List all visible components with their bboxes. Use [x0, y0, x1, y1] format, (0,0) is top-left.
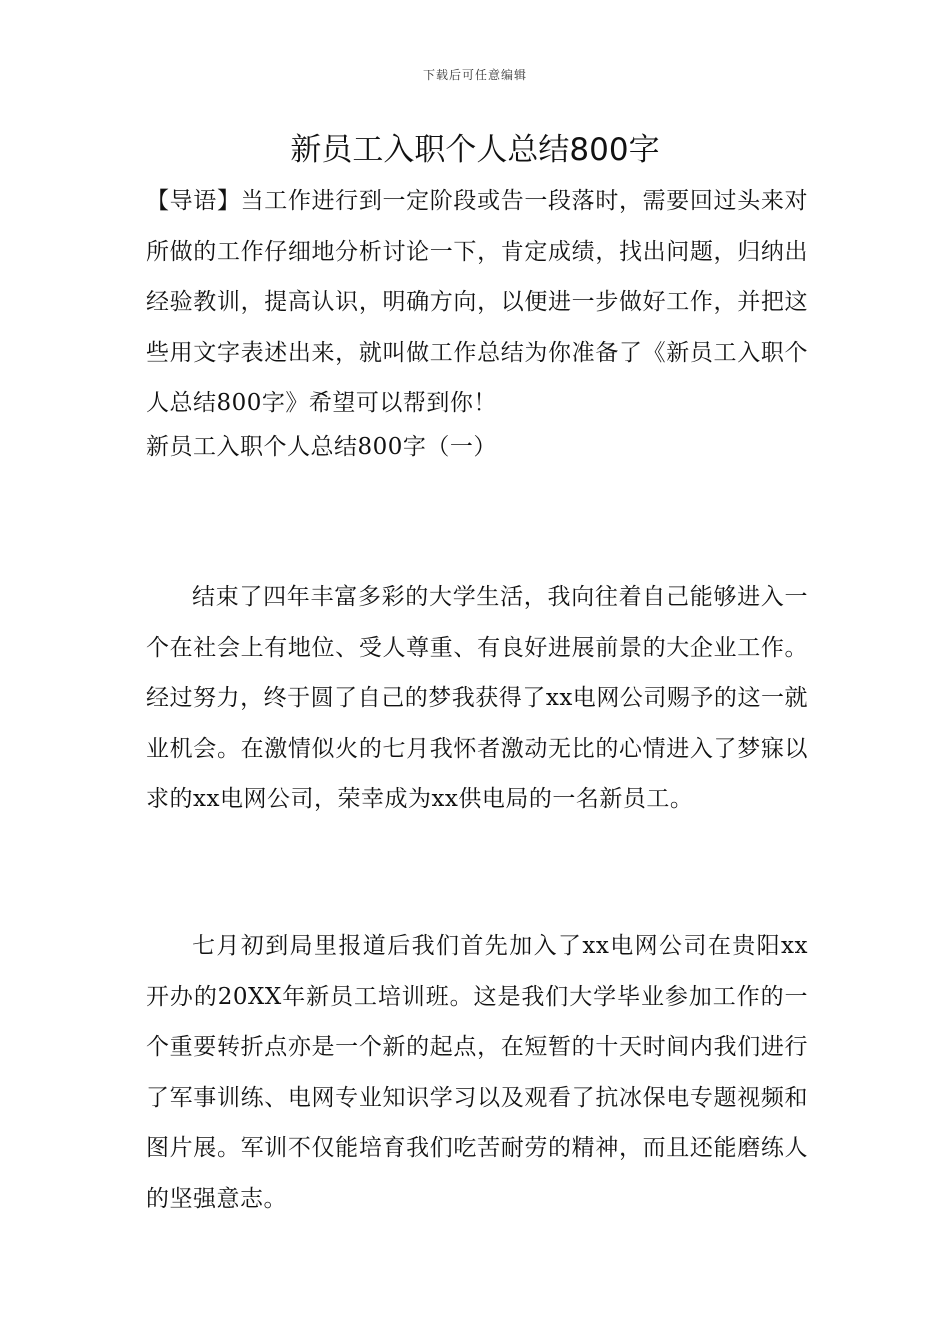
document-title: 新员工入职个人总结800字: [290, 132, 660, 168]
header-note: 下载后可任意编辑: [422, 68, 527, 82]
intro-paragraph: 【导语】当工作进行到一定阶段或告一段落时，需要回过头来对所做的工作仔细地分析讨论一下，肯定成绩，找出问题，归纳出经验教训，提高认识，明确方向，以便进一步做好工作，并把这些用文字表述出来，就叫做工作总结为你准备了《新员工入职个人总结800字》希望可以帮到你！: [146, 188, 808, 416]
body-paragraph: 七月初到局里报道后我们首先加入了xx电网公司在贵阳xx开办的20XX年新员工培训班。这是我们大学毕业参加工作的一个重要转折点亦是一个新的起点，在短暂的十天时间内我们进行了军事训练、电网专业知识学习以及观看了抗冰保电专题视频和图片展。军训不仅能培育我们吃苦耐劳的精神，而且还能磨练人的坚强意志。: [146, 933, 808, 1212]
body-paragraph: 结束了四年丰富多彩的大学生活，我向往着自己能够进入一个在社会上有地位、受人尊重、有良好进展前景的大企业工作。经过努力，终于圆了自己的梦我获得了xx电网公司赐予的这一就业机会。在激情似火的七月我怀者激动无比的心情进入了梦寐以求的xx电网公司，荣幸成为xx供电局的一名新员工。: [146, 584, 808, 812]
section-heading: 新员工入职个人总结800字（一）: [146, 434, 497, 460]
